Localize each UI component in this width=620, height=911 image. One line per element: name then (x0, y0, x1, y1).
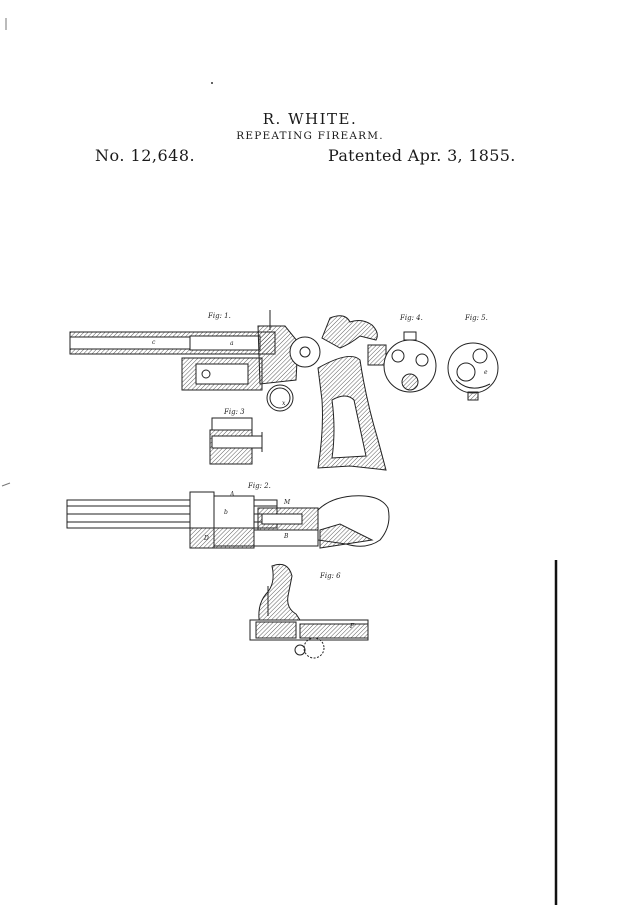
fig2-label: Fig: 2. (248, 482, 271, 490)
letter-e: e (484, 369, 488, 376)
letter-B: B (284, 533, 289, 540)
letter-c: c (152, 339, 156, 346)
fig4-label: Fig: 4. (400, 314, 423, 322)
figure-3 (210, 408, 262, 464)
figure-2 (67, 482, 389, 548)
figure-4 (368, 314, 436, 392)
patent-number: No. 12,648. (95, 146, 196, 165)
letter-b: b (224, 509, 228, 516)
patent-subject: REPEATING FIREARM. (236, 130, 384, 142)
fig1-label: Fig: 1. (208, 312, 231, 320)
patent-date: Patented Apr. 3, 1855. (328, 146, 516, 165)
letter-A: A (230, 491, 235, 498)
figure-5 (448, 314, 498, 400)
fig5-label: Fig: 5. (465, 314, 488, 322)
letter-x: x (282, 400, 286, 407)
figure-6 (250, 564, 368, 658)
scan-specks (2, 18, 556, 905)
inventor-name: R. WHITE. (262, 110, 358, 128)
fig3-label: Fig: 3 (224, 408, 245, 416)
letter-D: D (204, 535, 209, 542)
letter-M: M (284, 499, 291, 506)
letter-F: F (350, 623, 355, 630)
letter-a: a (230, 340, 234, 347)
fig6-label: Fig: 6 (320, 572, 341, 580)
